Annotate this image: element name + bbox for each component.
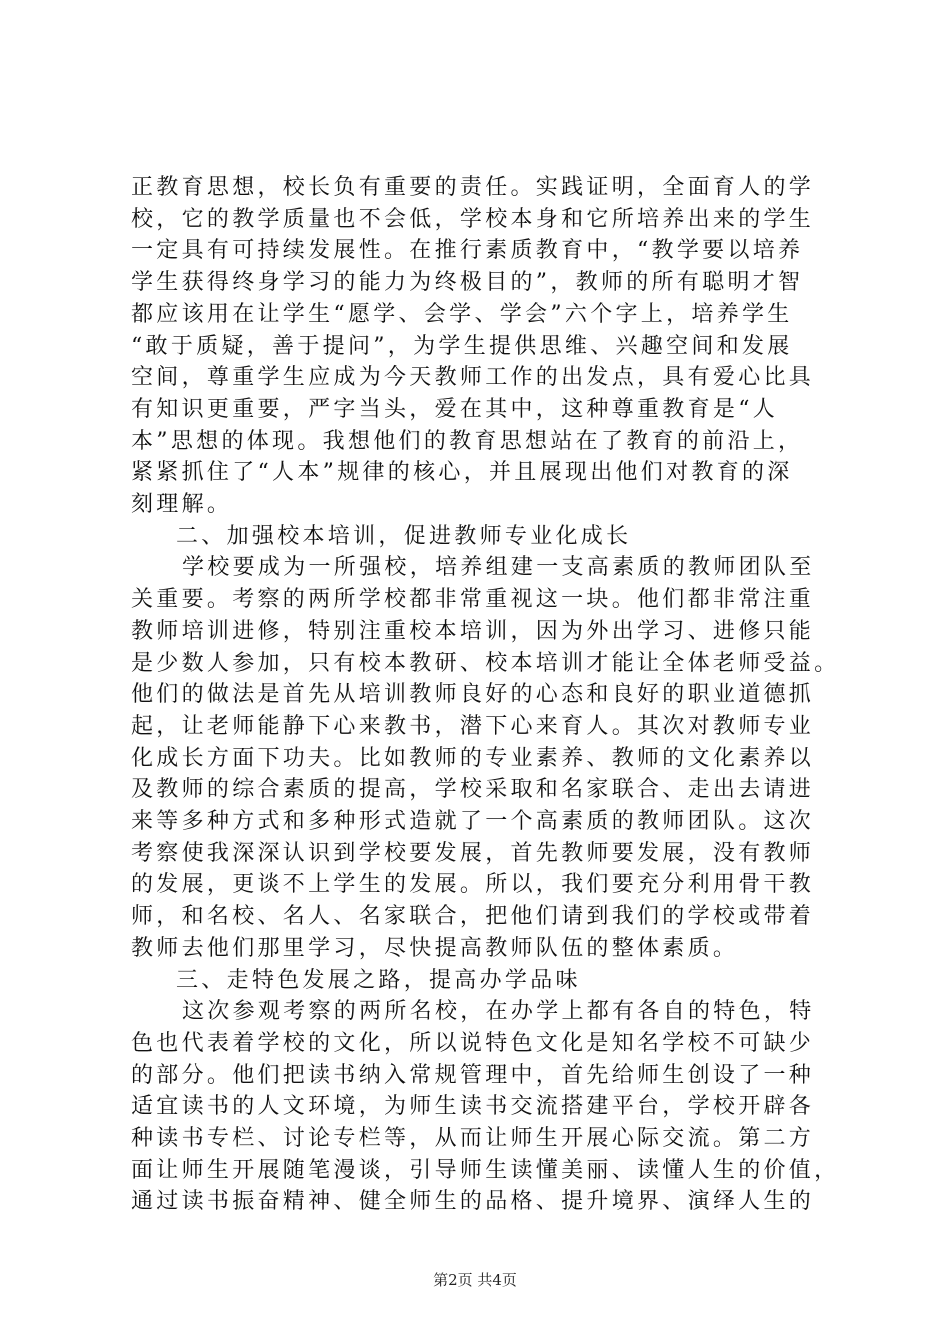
paragraph-line: 师，和名校、名人、名家联合，把他们请到我们的学校或带着 bbox=[131, 904, 815, 930]
section-heading: 三、走特色发展之路，提高办学品味 bbox=[176, 967, 581, 993]
paragraph-line: 正教育思想，校长负有重要的责任。实践证明，全面育人的学 bbox=[131, 175, 815, 200]
paragraph-line: 刻理解。 bbox=[131, 492, 233, 517]
paragraph-line: 来等多种方式和多种形式造就了一个高素质的教师团队。这次 bbox=[131, 809, 815, 834]
paragraph-line: 他们的做法是首先从培训教师良好的心态和良好的职业道德抓 bbox=[131, 682, 815, 708]
paragraph-line: 考察使我深深认识到学校要发展，首先教师要发展，没有教师 bbox=[131, 840, 815, 866]
paragraph-line: 通过读书振奋精神、健全师生的品格、提升境界、演绎人生的 bbox=[131, 1189, 815, 1215]
paragraph-line: 的发展，更谈不上学生的发展。所以，我们要充分利用骨干教 bbox=[131, 872, 815, 898]
paragraph-line: 学生获得终身学习的能力为终极目的”，教师的所有聪明才智 bbox=[131, 270, 804, 296]
paragraph-line: 色也代表着学校的文化，所以说特色文化是知名学校不可缺少 bbox=[131, 1030, 815, 1056]
paragraph-line: 种读书专栏、讨论专栏等，从而让师生开展心际交流。第二方 bbox=[131, 1126, 815, 1151]
paragraph-line: 化成长方面下功夫。比如教师的专业素养、教师的文化素养以 bbox=[131, 745, 815, 771]
paragraph-line: 教师去他们那里学习，尽快提高教师队伍的整体素质。 bbox=[131, 935, 739, 961]
paragraph-line: 校，它的教学质量也不会低，学校本身和它所培养出来的学生 bbox=[131, 206, 815, 232]
paragraph-line: 的部分。他们把读书纳入常规管理中，首先给师生创设了一种 bbox=[131, 1062, 815, 1088]
paragraph-line: 本”思想的体现。我想他们的教育思想站在了教育的前沿上， bbox=[131, 428, 804, 454]
paragraph-line: 面让师生开展随笔漫谈，引导师生读懂美丽、读懂人生的价值， bbox=[131, 1157, 840, 1183]
paragraph-line: 学校要成为一所强校，培养组建一支高素质的教师团队至 bbox=[182, 555, 815, 581]
paragraph-line: 适宜读书的人文环境，为师生读书交流搭建平台，学校开辟各 bbox=[131, 1094, 815, 1120]
paragraph-line: 及教师的综合素质的提高，学校采取和名家联合、走出去请进 bbox=[131, 777, 815, 803]
section-heading: 二、加强校本培训，促进教师专业化成长 bbox=[176, 523, 632, 549]
paragraph-line: 紧紧抓住了“人本”规律的核心，并且展现出他们对教育的深 bbox=[131, 460, 793, 486]
paragraph-line: 这次参观考察的两所名校，在办学上都有各自的特色，特 bbox=[182, 999, 815, 1025]
paragraph-line: “敢于质疑，善于提问”，为学生提供思维、兴趣空间和发展 bbox=[131, 333, 793, 359]
paragraph-line: 关重要。考察的两所学校都非常重视这一块。他们都非常注重 bbox=[131, 587, 815, 613]
paragraph-line: 起，让老师能静下心来教书，潜下心来育人。其次对教师专业 bbox=[131, 713, 815, 739]
paragraph-line: 空间，尊重学生应成为今天教师工作的出发点，具有爱心比具 bbox=[131, 365, 815, 391]
paragraph-line: 有知识更重要，严字当头，爱在其中，这种尊重教育是“人 bbox=[131, 396, 779, 422]
paragraph-line: 教师培训进修，特别注重校本培训，因为外出学习、进修只能 bbox=[131, 618, 815, 644]
page-number-footer: 第2页 共4页 bbox=[433, 1271, 517, 1289]
paragraph-line: 是少数人参加，只有校本教研、校本培训才能让全体老师受益。 bbox=[131, 650, 840, 676]
paragraph-line: 都应该用在让学生“愿学、会学、学会”六个字上，培养学生 bbox=[131, 301, 793, 327]
paragraph-line: 一定具有可持续发展性。在推行素质教育中，“教学要以培养 bbox=[131, 238, 804, 264]
